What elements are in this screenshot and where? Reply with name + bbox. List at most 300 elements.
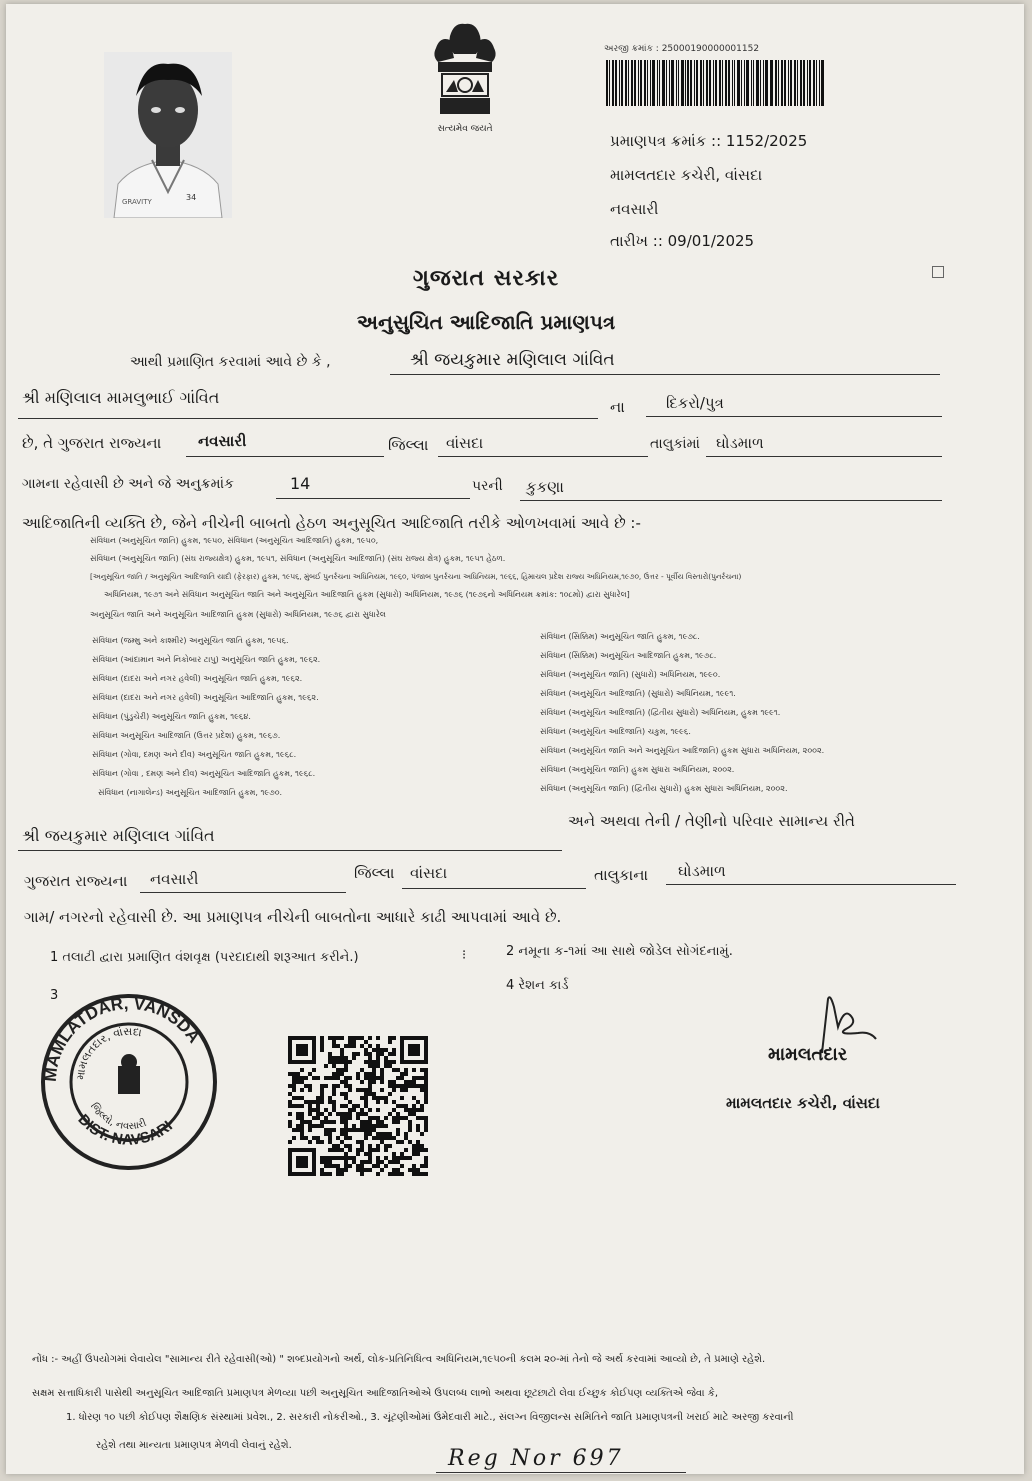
qr-module [296, 1072, 300, 1076]
footer-note: નોંધ :- અહીં ઉપયોગમાં લેવાયેલ "સામાન્ય રીતે રહેવાસી(ઓ) " શબ્દપ્રયોગનો અર્થ, લોક-પ્રતિનિધિત્વ અધિનિયમ,૧૯૫૦ની કલમ ૨૦-માં તેનો જે અર્થ કરવામાં આવ્યો છે, તે પ્રમાણે રહેશે. [32, 1354, 766, 1365]
qr-module [348, 1076, 352, 1080]
order-left: સંવિધાન (ગોવા , દમણ અને દીવ) અનુસૂચિત આદિજાતિ હુકમ, ૧૯૬૮. [92, 769, 316, 778]
qr-module [376, 1064, 380, 1068]
qr-module [300, 1120, 304, 1124]
qr-module [416, 1128, 420, 1132]
qr-module [324, 1156, 328, 1160]
order-line: સંવિધાન (અનુસૂચિત જાતિ) હુકમ, ૧૯૫૦, સંવિધાન (અનુસૂચિત આદિજાતિ) હુકમ, ૧૯૫૦, [90, 536, 379, 545]
qr-module [332, 1044, 336, 1048]
qr-module [328, 1164, 332, 1168]
order-right: સંવિધાન (અનુસૂચિત જાતિ) હુકમ સુધારા અધિનિયમ, ૨૦૦૨. [540, 765, 735, 774]
barcode-bar [725, 60, 727, 106]
qr-module [344, 1044, 348, 1048]
qr-module [392, 1060, 396, 1064]
qr-module [320, 1096, 324, 1100]
qr-module [332, 1164, 336, 1168]
qr-module [392, 1100, 396, 1104]
qr-module [360, 1144, 364, 1148]
qr-module [396, 1140, 400, 1144]
qr-module [364, 1076, 368, 1080]
qr-module [388, 1132, 392, 1136]
order-line: અનુસૂચિત જાતિ અને અનુસૂચિત આદિજાતિ હુકમ (સુધારો) અધિનિયમ, ૧૯૭૬ દ્વારા સુધારેલ [90, 610, 386, 619]
qr-module [316, 1108, 320, 1112]
qr-module [364, 1160, 368, 1164]
qr-module [320, 1036, 324, 1040]
qr-module [384, 1056, 388, 1060]
qr-module [352, 1104, 356, 1108]
qr-module [380, 1140, 384, 1144]
qr-module [396, 1116, 400, 1120]
qr-module [296, 1124, 300, 1128]
qr-module [328, 1060, 332, 1064]
qr-module [356, 1148, 360, 1152]
qr-module [392, 1048, 396, 1052]
barcode-bar [797, 60, 798, 106]
qr-module [412, 1108, 416, 1112]
barcode-bar [744, 60, 746, 106]
state-district: નવસારી [198, 432, 247, 450]
qr-module [348, 1084, 352, 1088]
qr-module [420, 1144, 424, 1148]
qr-module [344, 1124, 348, 1128]
qr-module [336, 1056, 340, 1060]
qr-module [388, 1092, 392, 1096]
order-right: સંવિધાન (સિક્કિમ) અનુસૂચિત આદિજાતિ હુકમ, ૧૯૭૮. [540, 651, 717, 660]
qr-module [332, 1100, 336, 1104]
qr-module [344, 1080, 348, 1084]
qr-module [308, 1140, 312, 1144]
svg-text:34: 34 [186, 193, 197, 202]
qr-module [340, 1132, 344, 1136]
qr-module [348, 1136, 352, 1140]
order-right: સંવિધાન (અનુસૂચિત જાતિ) (સુધારો) અધિનિયમ, ૧૯૯૦. [540, 670, 721, 679]
qr-module [404, 1104, 408, 1108]
barcode-bar [631, 60, 633, 106]
qr-module [416, 1076, 420, 1080]
qr-finder [296, 1044, 308, 1056]
qr-module [336, 1068, 340, 1072]
qr-module [400, 1072, 404, 1076]
barcode-bar [788, 60, 789, 106]
qr-module [372, 1164, 376, 1168]
qr-module [324, 1108, 328, 1112]
qr-module [380, 1068, 384, 1072]
qr-module [296, 1116, 300, 1120]
qr-module [300, 1132, 304, 1136]
qr-module [356, 1036, 360, 1040]
qr-module [424, 1088, 428, 1092]
application-number: અરજી ક્રમાંક : 25000190000001152 [604, 44, 760, 54]
qr-module [368, 1148, 372, 1152]
qr-module [380, 1160, 384, 1164]
qr-module [380, 1080, 384, 1084]
qr-module [296, 1104, 300, 1108]
qr-module [340, 1072, 344, 1076]
qr-module [324, 1128, 328, 1132]
barcode-bar [756, 60, 758, 106]
barcode-bar [659, 60, 661, 106]
qr-module [316, 1140, 320, 1144]
stamp-outer-top: MAMLATDAR, VANSDA [40, 993, 204, 1083]
qr-module [380, 1096, 384, 1100]
res-state-district: નવસારી [150, 870, 199, 888]
qr-module [396, 1156, 400, 1160]
qr-module [400, 1084, 404, 1088]
qr-module [380, 1168, 384, 1172]
qr-module [300, 1076, 304, 1080]
order-line: સંવિધાન (અનુસૂચિત જાતિ) (સંઘ રાજ્યક્ષેત્ર) હુકમ, ૧૯૫૧, સંવિધાન (અનુસૂચિત આદિજાતિ) (સંઘ રાજ્ય ક્ષેત્ર) હુકમ, ૧૯૫૧ હેઠળ. [90, 554, 506, 563]
qr-module [412, 1104, 416, 1108]
qr-module [396, 1084, 400, 1088]
qr-module [344, 1060, 348, 1064]
barcode-bar [775, 60, 777, 106]
qr-module [360, 1168, 364, 1172]
qr-module [372, 1060, 376, 1064]
qr-module [368, 1044, 372, 1048]
relation-prefix: ના [610, 398, 625, 416]
qr-module [340, 1168, 344, 1172]
qr-module [364, 1132, 368, 1136]
qr-module [364, 1072, 368, 1076]
qr-module [368, 1168, 372, 1172]
qr-module [328, 1056, 332, 1060]
qr-module [348, 1156, 352, 1160]
qr-module [420, 1116, 424, 1120]
qr-module [332, 1076, 336, 1080]
qr-module [332, 1148, 336, 1152]
qr-module [400, 1088, 404, 1092]
qr-module [368, 1092, 372, 1096]
qr-module [388, 1172, 392, 1176]
qr-module [320, 1156, 324, 1160]
qr-module [320, 1140, 324, 1144]
qr-module [376, 1164, 380, 1168]
barcode-bar [644, 60, 646, 106]
qr-module [364, 1100, 368, 1104]
qr-module [296, 1080, 300, 1084]
qr-module [376, 1048, 380, 1052]
qr-module [368, 1036, 372, 1040]
qr-module [292, 1080, 296, 1084]
qr-module [424, 1172, 428, 1176]
qr-module [392, 1108, 396, 1112]
qr-module [424, 1092, 428, 1096]
qr-module [400, 1104, 404, 1108]
qr-module [344, 1116, 348, 1120]
qr-module [308, 1100, 312, 1104]
qr-module [316, 1076, 320, 1080]
qr-module [324, 1116, 328, 1120]
qr-module [424, 1128, 428, 1132]
order-left: સંવિધાન (નાગાલેન્ડ) અનુસૂચિત આદિજાતિ હુકમ, ૧૯૭૦. [98, 788, 283, 797]
qr-module [364, 1120, 368, 1124]
qr-module [352, 1056, 356, 1060]
qr-module [364, 1052, 368, 1056]
qr-module [328, 1076, 332, 1080]
qr-module [316, 1112, 320, 1116]
qr-module [320, 1092, 324, 1096]
basis-item: 1 તલાટી દ્વારા પ્રમાણિત વંશવૃક્ષ (પરદાદાથી શરૂઆત કરીને.) [50, 950, 359, 965]
qr-module [328, 1052, 332, 1056]
qr-module [336, 1112, 340, 1116]
tribe-name: કુકણા [526, 478, 564, 496]
qr-module [320, 1040, 324, 1044]
qr-module [348, 1100, 352, 1104]
qr-module [336, 1044, 340, 1048]
qr-module [380, 1088, 384, 1092]
qr-module [388, 1136, 392, 1140]
qr-module [404, 1116, 408, 1120]
qr-module [300, 1104, 304, 1108]
stamp-inner-top: મામલતદાર, વાંસદા [73, 1024, 143, 1081]
qr-module [380, 1132, 384, 1136]
qr-module [380, 1076, 384, 1080]
barcode-bar [685, 60, 686, 106]
qr-module [360, 1080, 364, 1084]
qr-module [404, 1156, 408, 1160]
qr-module [340, 1120, 344, 1124]
qr-module [364, 1092, 368, 1096]
qr-module [308, 1128, 312, 1132]
qr-module [380, 1072, 384, 1076]
qr-module [328, 1156, 332, 1160]
lion-capital-icon [424, 18, 506, 126]
order-left: સંવિધાન (દાદરા અને નગર હવેલી) અનુસૂચિત જાતિ હુકમ, ૧૯૬૨. [92, 674, 303, 683]
qr-module [288, 1140, 292, 1144]
barcode-bar [763, 60, 765, 106]
qr-module [368, 1072, 372, 1076]
official-stamp [34, 982, 224, 1172]
qr-module [372, 1124, 376, 1128]
qr-module [332, 1056, 336, 1060]
qr-module [392, 1088, 396, 1092]
qr-module [384, 1116, 388, 1120]
qr-module [384, 1124, 388, 1128]
qr-module [292, 1136, 296, 1140]
qr-module [332, 1108, 336, 1112]
qr-module [356, 1164, 360, 1168]
qr-module [316, 1104, 320, 1108]
qr-module [344, 1068, 348, 1072]
barcode-bar [652, 60, 654, 106]
qr-module [288, 1092, 292, 1096]
qr-module [348, 1128, 352, 1132]
qr-module [344, 1160, 348, 1164]
qr-module [400, 1164, 404, 1168]
qr-module [336, 1076, 340, 1080]
qr-module [384, 1048, 388, 1052]
qr-module [424, 1156, 428, 1160]
taluka-value: ઘોડમાળ [716, 434, 764, 452]
barcode-bar [732, 60, 733, 106]
qr-module [344, 1084, 348, 1088]
barcode-bar [803, 60, 805, 106]
village-label: ગામના રહેવાસી છે અને જે અનુક્રમાંક [22, 476, 234, 492]
stamp-outer-bottom: DIST. NAVSARI [74, 1111, 176, 1149]
registration-line [436, 1472, 686, 1473]
barcode-bar [771, 60, 773, 106]
order-line: અધિનિયમ, ૧૯૭૧ અને સંવિધાન અનુસૂચિત જાતિ અને અનુસૂચિત આદિજાતિ હુકમ (સુધારો) અધિનિયમ, ૧૯૭૬ (૧૯૭૬નો અધિનિયમ ક્રમાંક: ૧૦૮મો) દ્વારા સુધારેલ] [104, 590, 630, 599]
barcode-bar [694, 60, 695, 106]
footer-items: 1. ધોરણ ૧૦ પછી કોઈપણ શૈક્ષણિક સંસ્થામાં પ્રવેશ., 2. સરકારી નોકરીઓ., 3. ચૂંટણીઓમાં ઉમેદવારી માટે., સંલગ્ન વિજીલન્સ સમિતિને જાતિ પ્રમાણપત્રની ખરાઈ માટે અરજી કરવાની [66, 1412, 794, 1423]
qr-module [424, 1080, 428, 1084]
qr-module [312, 1068, 316, 1072]
qr-module [368, 1152, 372, 1156]
qr-module [288, 1112, 292, 1116]
basis-item: 3 [50, 988, 59, 1003]
qr-module [320, 1120, 324, 1124]
res-taluka-label: તાલુકાના [594, 866, 649, 884]
issue-date: તારીખ :: 09/01/2025 [610, 232, 755, 250]
qr-module [300, 1116, 304, 1120]
barcode-bar [741, 60, 742, 106]
qr-module [332, 1104, 336, 1108]
qr-module [368, 1120, 372, 1124]
qr-module [424, 1160, 428, 1164]
qr-module [296, 1128, 300, 1132]
father-name-line [18, 418, 598, 419]
qr-module [400, 1140, 404, 1144]
qr-module [380, 1052, 384, 1056]
applicant-name: શ્રી જયકુમાર મણિલાલ ગાંવિત [410, 350, 615, 370]
qr-module [408, 1084, 412, 1088]
qr-module [332, 1064, 336, 1068]
taluka-line [706, 456, 942, 457]
qr-module [392, 1152, 396, 1156]
barcode-bar [753, 60, 755, 106]
qr-module [400, 1096, 404, 1100]
qr-module [408, 1108, 412, 1112]
qr-module [416, 1168, 420, 1172]
qr-module [424, 1096, 428, 1100]
qr-module [348, 1108, 352, 1112]
qr-module [336, 1136, 340, 1140]
res-district-value: વાંસદા [410, 864, 448, 882]
qr-module [412, 1112, 416, 1116]
qr-module [316, 1100, 320, 1104]
barcode-bar [625, 60, 627, 106]
qr-module [384, 1100, 388, 1104]
qr-module [332, 1092, 336, 1096]
qr-module [380, 1120, 384, 1124]
qr-module [396, 1076, 400, 1080]
order-right: સંવિધાન (અનુસૂચિત જાતિ અને અનુસૂચિત આદિજાતિ) હુકમ સુધારા અધિનિયમ, ૨૦૦૨. [540, 746, 825, 755]
qr-module [400, 1156, 404, 1160]
qr-module [348, 1144, 352, 1148]
qr-module [340, 1048, 344, 1052]
qr-module [328, 1128, 332, 1132]
qr-module [352, 1156, 356, 1160]
qr-module [376, 1120, 380, 1124]
qr-module [376, 1132, 380, 1136]
qr-module [364, 1040, 368, 1044]
qr-module [396, 1104, 400, 1108]
serial-number: 14 [290, 474, 311, 493]
barcode-bar [781, 60, 783, 106]
qr-module [360, 1120, 364, 1124]
barcode-bar [770, 60, 771, 106]
qr-module [392, 1120, 396, 1124]
barcode-bar [621, 60, 623, 106]
qr-module [372, 1080, 376, 1084]
qr-module [292, 1096, 296, 1100]
barcode-bar [709, 60, 711, 106]
qr-module [408, 1120, 412, 1124]
qr-module [364, 1128, 368, 1132]
qr-module [424, 1068, 428, 1072]
qr-module [420, 1084, 424, 1088]
qr-module [376, 1156, 380, 1160]
basis-item: 2 નમૂના ક-૧માં આ સાથે જોડેલ સોગંદનામું. [506, 944, 733, 959]
qr-module [364, 1048, 368, 1052]
qr-module [384, 1148, 388, 1152]
qr-module [356, 1140, 360, 1144]
qr-module [372, 1076, 376, 1080]
barcode-bar [746, 60, 748, 106]
qr-module [348, 1116, 352, 1120]
qr-module [416, 1148, 420, 1152]
barcode-bar [734, 60, 736, 106]
qr-module [396, 1168, 400, 1172]
divider-mark: ⁝ [462, 948, 467, 963]
qr-module [400, 1172, 404, 1176]
qr-module [328, 1136, 332, 1140]
order-right: સંવિધાન (અનુસૂચિત આદિજાતિ) ચકુમ, ૧૯૯૬. [540, 727, 691, 736]
qr-module [368, 1084, 372, 1088]
qr-module [360, 1044, 364, 1048]
qr-module [324, 1076, 328, 1080]
barcode-bar [662, 60, 664, 106]
qr-module [424, 1076, 428, 1080]
res-district-label: જિલ્લા [354, 864, 395, 882]
qr-module [412, 1164, 416, 1168]
qr-module [424, 1124, 428, 1128]
qr-module [340, 1156, 344, 1160]
qr-module [424, 1148, 428, 1152]
qr-module [408, 1140, 412, 1144]
barcode-bar [612, 60, 614, 106]
order-left: સંવિધાન અનુસૂચિત આદિજાતિ (ઉત્તર પ્રદેશ) હુકમ, ૧૯૬૭. [92, 731, 281, 740]
qr-module [336, 1172, 340, 1176]
barcode-bar [751, 60, 752, 106]
footer-items-cont: રહેશે તથા માન્યતા પ્રમાણપત્ર મેળવી લેવાનું રહેશે. [96, 1440, 292, 1451]
qr-module [416, 1152, 420, 1156]
qr-module [288, 1084, 292, 1088]
qr-module [396, 1128, 400, 1132]
qr-code [288, 1036, 428, 1176]
qr-module [328, 1100, 332, 1104]
qr-module [316, 1096, 320, 1100]
qr-module [400, 1076, 404, 1080]
qr-module [404, 1072, 408, 1076]
barcode-bar [765, 60, 767, 106]
registration-number: Reg Nor 697 [448, 1446, 624, 1471]
barcode-bar [615, 60, 617, 106]
qr-module [360, 1068, 364, 1072]
qr-module [420, 1148, 424, 1152]
res-taluka-value: ઘોડમાળ [678, 862, 726, 880]
office-district: નવસારી [610, 200, 659, 218]
qr-module [364, 1112, 368, 1116]
qr-module [380, 1136, 384, 1140]
qr-module [408, 1168, 412, 1172]
svg-text:GRAVITY: GRAVITY [122, 198, 152, 206]
order-left: સંવિધાન (દાદરા અને નગર હવેલી) અનુસૂચિત આદિજાતિ હુકમ, ૧૯૬૨. [92, 693, 319, 702]
order-right: સંવિધાન (સિક્કિમ) અનુસૂચિત જાતિ હુકમ, ૧૯૭૮. [540, 632, 700, 641]
qr-module [340, 1056, 344, 1060]
qr-module [352, 1044, 356, 1048]
qr-module [348, 1036, 352, 1040]
